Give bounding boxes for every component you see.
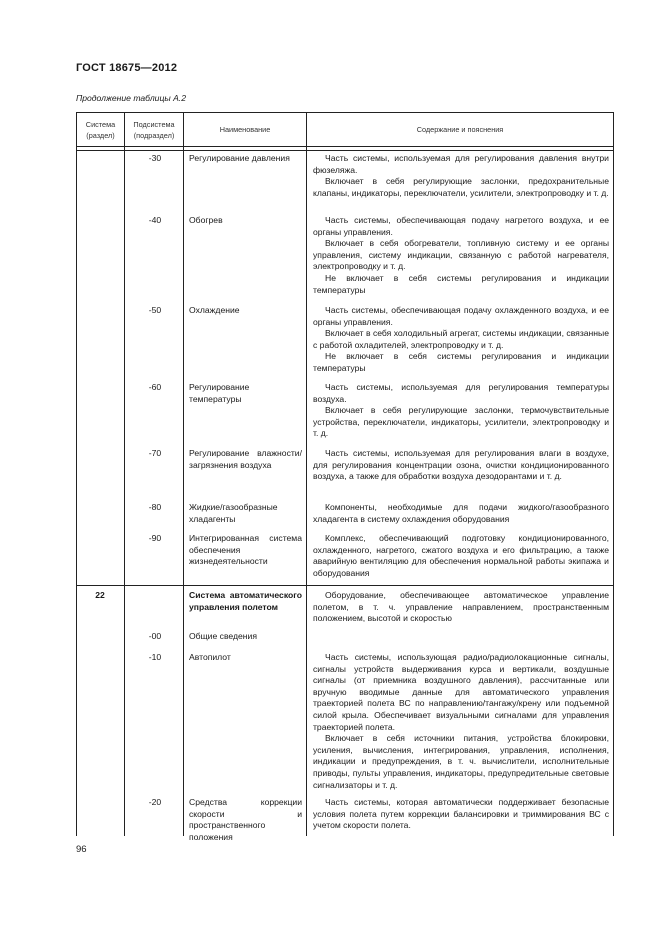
item-description: Часть системы, используемая для регулирования влаги в воздухе, для регулирования концентрации озона, очистки кондиционированного воздуха, а также для обработки воздуха дезодорантами и т. д. <box>313 448 609 482</box>
column-divider <box>306 112 307 836</box>
subsystem-code: -40 <box>148 215 162 225</box>
item-name: Автопилот <box>189 652 231 662</box>
column-header-name: Наименование <box>219 125 271 134</box>
item-name: Регулирование влажности/ загрязнения воздуха <box>189 448 302 470</box>
header-bottom-border-double <box>76 150 614 151</box>
document-title: ГОСТ 18675—2012 <box>76 62 178 74</box>
subsystem-code: -30 <box>148 153 162 163</box>
column-header-system: Система (раздел) <box>85 119 116 140</box>
subsystem-code: -50 <box>148 305 162 315</box>
section-name: Система автоматического управления полетом <box>189 590 302 612</box>
column-header-content: Содержание и пояснения <box>416 125 504 134</box>
item-name: Интегрированная система обеспечения жизнедеятельности <box>189 533 302 567</box>
item-name: Регулирование давления <box>189 153 290 163</box>
subsystem-code: -80 <box>148 502 162 512</box>
item-description: Часть системы, которая автоматически поддерживает безопасные условия полета путем коррекции балансировки и триммирования ВС с учетом скорости полета. <box>313 797 609 831</box>
subsystem-code: -20 <box>148 797 162 807</box>
page-number: 96 <box>76 844 87 855</box>
item-description: Часть системы, используемая для регулирования температуры воздуха. Включает в себя регулирующие заслонки, термочувствительные устройства, переключатели, индикаторы, усилители, электропроводку и т. д. <box>313 382 609 439</box>
item-name: Охлаждение <box>189 305 240 315</box>
item-name: Регулирование температуры <box>189 382 250 404</box>
item-description: Часть системы, обеспечивающая подачу охлажденного воздуха, и ее органы управления. Включает в себя холодильный агрегат, системы индикации, связанные с работой охладителей, электропроводку и т. д. Не включает в себя системы регулирования и индикации температуры <box>313 305 609 373</box>
item-description: Компоненты, необходимые для подачи жидкого/газообразного хладагента в систему охлаждения оборудования <box>313 502 609 524</box>
subsystem-code: -00 <box>148 631 162 641</box>
item-name: Обогрев <box>189 215 223 225</box>
item-description: Часть системы, используемая для регулирования давления внутри фюзеляжа. Включает в себя регулирующие заслонки, предохранительные клапаны, индикаторы, переключатели, усилители, электропроводку и т. д. <box>313 153 609 198</box>
item-name: Средства коррекции скорости и пространственного положения <box>189 797 302 842</box>
header-bottom-border <box>76 146 614 147</box>
section-divider <box>76 585 614 586</box>
subsystem-code: -90 <box>148 533 162 543</box>
item-description: Часть системы, обеспечивающая подачу нагретого воздуха, и ее органы управления. Включает в себя обогреватели, топливную систему и ее органы управления, систему индикации, связанную с работой нагревателя, электропроводку и т. д. Не включает в себя системы регулирования и индикации температуры <box>313 215 609 295</box>
subsystem-code: -70 <box>148 448 162 458</box>
table-right-border <box>613 112 614 836</box>
table-left-border <box>76 112 77 836</box>
item-description: Часть системы, использующая радио/радиолокационные сигналы, сигналы устройств выдерживания курса и вертикали, воздушные сигналы (от приемника воздушного давления), рассчитанные или вручную вводимые данные для автоматического управления траекторией полета ВС по направлению/тангажу/крену или подъемной силой крыла. Обеспечивает визуальными сигналами для управления траекторией полета. Включает в себя источники питания, устройства блокировки, усиления, вычисления, интегрирования, управления, исполнения, индикации и предупреждения, в т. ч. вычислители, исполнительные приводы, пульты управления, индикаторы, предупредительные световые сигнализаторы и т. д. <box>313 652 609 790</box>
item-name: Жидкие/газообразные хладагенты <box>189 502 278 524</box>
item-description: Оборудование, обеспечивающее автоматическое управление полетом, в т. ч. управление направлением, пространственным положением, высотой и скоростью <box>313 590 609 624</box>
item-description: Комплекс, обеспечивающий подготовку кондиционированного, охлажденного, нагретого, сжатого воздуха и его фильтрацию, а также аварийную вентиляцию для обеспечения нормальной работы экипажа и оборудования <box>313 533 609 578</box>
subsystem-code: -60 <box>148 382 162 392</box>
subsystem-code: -10 <box>148 652 162 662</box>
table-caption: Продолжение таблицы А.2 <box>76 93 186 103</box>
item-name: Общие сведения <box>189 631 257 641</box>
column-header-subsystem: Подсистема (подраздел) <box>133 119 175 140</box>
system-code: 22 <box>95 590 105 600</box>
